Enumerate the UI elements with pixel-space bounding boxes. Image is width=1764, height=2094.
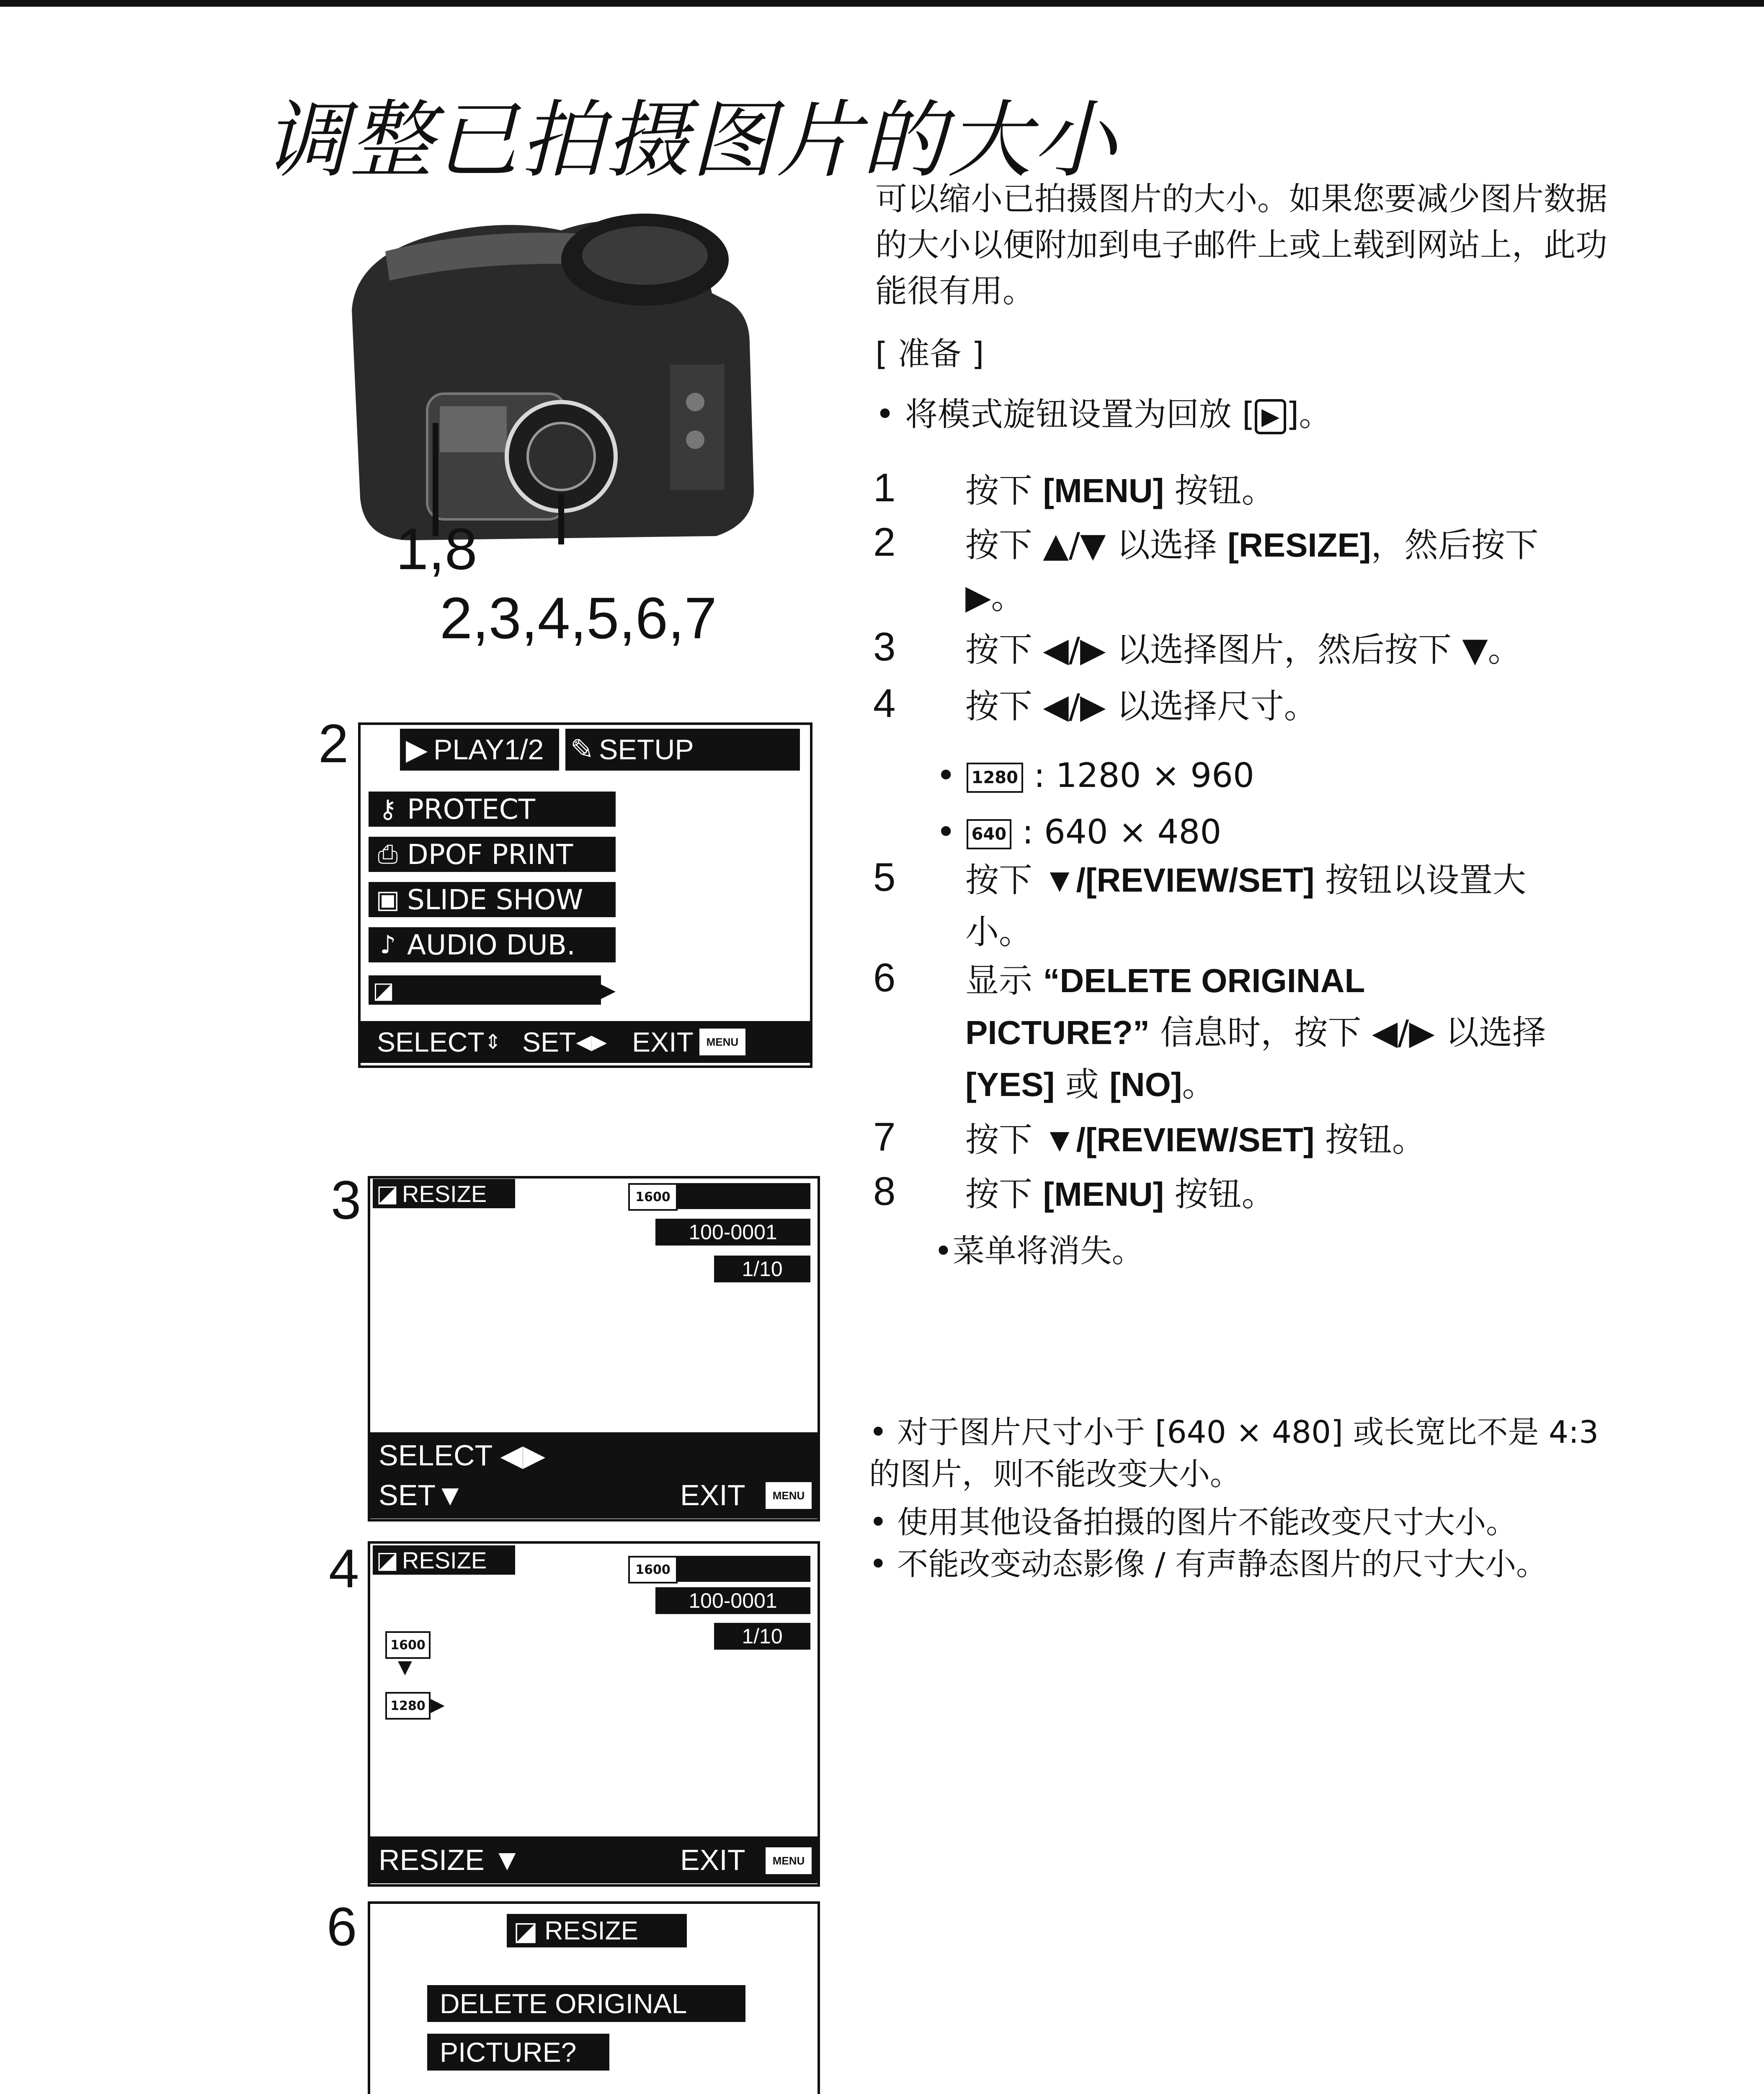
footer-select: SELECT — [377, 1026, 485, 1057]
note-3 — [869, 1543, 1547, 1585]
size-badge: 640 — [967, 819, 1012, 849]
bullet: • — [875, 396, 895, 433]
step-key: [YES] — [965, 1066, 1055, 1103]
key-icon: ⚷ — [379, 794, 397, 824]
resize-icon: ◪ — [376, 1180, 399, 1207]
image-counter: 1/10 — [714, 1623, 810, 1650]
menu-disappear-text: 菜单将消失。 — [952, 1232, 1144, 1269]
step-5-number: 5 — [873, 855, 896, 900]
delete-original-line: DELETE ORIGINAL — [427, 1985, 745, 2022]
menu-item-label: PROTECT — [407, 793, 536, 825]
note-1-text: 对于图片尺寸小于 [640 × 480] 或长宽比不是 4:3 的图片，则不能改变大小。 — [869, 1414, 1599, 1492]
screen4-footer — [370, 1836, 818, 1883]
step-key: [MENU] — [1043, 472, 1164, 509]
step-1-text — [965, 465, 1275, 517]
footer-exit: EXIT — [680, 1479, 745, 1511]
step-4-number: 4 — [873, 681, 896, 726]
leftright-icon: ◀▶ — [576, 1031, 607, 1053]
menu-item-label: SLIDE SHOW — [407, 883, 583, 916]
size-option-1280: 1280 — [385, 1692, 431, 1720]
bullet: • — [936, 812, 956, 851]
page-title: 调整已拍摄图片的大小 — [264, 92, 1119, 189]
step-6-text — [965, 955, 1546, 1111]
note-2 — [869, 1501, 1517, 1543]
bullet: • — [869, 1504, 897, 1540]
bullet: • — [936, 756, 956, 795]
step-key: [RESIZE] — [1228, 526, 1371, 564]
step-text-part: 小。 — [965, 913, 1032, 952]
step-8-text — [965, 1168, 1275, 1220]
screen6-title-label: RESIZE — [544, 1916, 638, 1945]
tab-setup — [565, 729, 800, 771]
step-text-part: ▶。 — [965, 578, 1025, 616]
tab-play — [400, 729, 559, 771]
resize-icon: ◪ — [373, 977, 395, 1003]
bullet: • — [934, 1232, 953, 1269]
wrench-icon: ✎ — [570, 733, 594, 766]
menu-chip: MENU — [764, 1480, 813, 1511]
screen3-number: 3 — [331, 1169, 361, 1230]
footer-set: SET▼ — [379, 1479, 465, 1511]
size-chip: 1600 — [628, 1183, 678, 1211]
step-text-part: 或 — [1055, 1065, 1110, 1104]
arrow-right-icon: ▶ — [431, 1694, 445, 1715]
step-7-text — [965, 1114, 1426, 1166]
step-key: ▼/[REVIEW/SET] — [1043, 861, 1315, 899]
screen4-title — [373, 1545, 515, 1575]
screen3-footer — [370, 1432, 818, 1519]
step-text-part: 显示 — [965, 961, 1043, 1000]
file-number: 100-0001 — [655, 1219, 810, 1246]
size-value: : 640 × 480 — [1022, 812, 1222, 851]
quality-bar — [676, 1183, 810, 1209]
camera-label-1-8: 1,8 — [396, 516, 477, 582]
step-key: [MENU] — [1043, 1176, 1164, 1213]
footer-exit: EXIT — [680, 1844, 745, 1876]
arrow-right-icon: ▶ — [601, 979, 616, 1001]
menu-item-audio-dub — [369, 927, 616, 962]
bullet: • — [869, 1546, 897, 1582]
step-text-part: 按钮。 — [1164, 1175, 1275, 1214]
step-text-part: 按下 — [965, 471, 1043, 510]
step-3-text: 按下 ◀/▶ 以选择图片，然后按下 ▼。 — [965, 630, 1522, 669]
step-key: ▼/[REVIEW/SET] — [1043, 1121, 1315, 1158]
step-6-number: 6 — [873, 955, 896, 1000]
step-text-part: 按下 ▲/▼ 以选择 — [965, 526, 1228, 565]
note-2-text: 使用其他设备拍摄的图片不能改变尺寸大小。 — [897, 1504, 1517, 1540]
menu-disappear-note — [934, 1225, 1144, 1277]
step-3-number: 3 — [873, 624, 896, 669]
print-icon: ⎙ — [378, 840, 398, 869]
playback-icon: ▶ — [1255, 399, 1286, 434]
size-option-row-1 — [936, 750, 1254, 802]
step-text-part: 按下 — [965, 861, 1043, 900]
step-text-part: 按钮。 — [1164, 471, 1275, 510]
step-8-number: 8 — [873, 1169, 896, 1214]
step-1-number: 1 — [873, 465, 896, 510]
step-7-number: 7 — [873, 1114, 896, 1159]
step-4-text: 按下 ◀/▶ 以选择尺寸。 — [965, 687, 1318, 726]
size-value: : 1280 × 960 — [1034, 756, 1254, 795]
resize-bar — [369, 975, 601, 1005]
step-5-text — [965, 854, 1526, 958]
menu-chip: MENU — [764, 1846, 813, 1876]
footer-select: SELECT ◀▶ — [379, 1439, 546, 1472]
camera-label-2-7: 2,3,4,5,6,7 — [440, 585, 717, 651]
prep-item-text: 将模式旋钮设置为回放 [ — [905, 396, 1255, 433]
menu-item-label: DPOF PRINT — [407, 838, 573, 871]
intro-paragraph: 可以缩小已拍摄图片的大小。如果您要减少图片数据的大小以便附加到电子邮件上或上载到网站上，此功能很有用。 — [875, 180, 1607, 309]
prep-item — [875, 392, 1332, 438]
menu-item-protect — [369, 792, 616, 827]
screen2-number: 2 — [318, 713, 349, 774]
microphone-icon: ♪ — [379, 930, 396, 959]
screen6-title — [507, 1914, 687, 1947]
footer-resize: RESIZE ▼ — [379, 1844, 522, 1876]
note-1 — [869, 1411, 1631, 1495]
resize-icon: ◪ — [376, 1547, 399, 1573]
screen3-title — [373, 1179, 515, 1208]
step-text-part: 按钮。 — [1314, 1120, 1426, 1159]
note-3-text: 不能改变动态影像 / 有声静态图片的尺寸大小。 — [897, 1546, 1547, 1582]
menu-chip: MENU — [698, 1027, 747, 1057]
step-2-text — [965, 519, 1539, 623]
quality-bar — [676, 1556, 810, 1582]
step-key: “DELETE ORIGINAL — [1043, 962, 1365, 999]
menu-item-label: AUDIO DUB. — [407, 928, 576, 961]
menu-item-slideshow — [369, 882, 616, 917]
screen3-title-label: RESIZE — [402, 1180, 487, 1207]
step-text-part: 。 — [1182, 1065, 1216, 1104]
bullet: • — [869, 1414, 897, 1450]
updown-icon: ⇕ — [484, 1031, 501, 1053]
menu-item-dpof — [369, 837, 616, 872]
footer-set: SET — [522, 1026, 576, 1057]
step-key: PICTURE?” — [965, 1014, 1150, 1051]
tab-play-label: PLAY1/2 — [433, 734, 544, 766]
picture-question-line: PICTURE? — [427, 2034, 609, 2071]
tab-setup-label: SETUP — [599, 734, 694, 766]
size-chip: 1600 — [628, 1556, 678, 1583]
screen4-number: 4 — [329, 1538, 359, 1599]
resize-icon: ◪ — [513, 1916, 538, 1946]
slides-icon: ▣ — [376, 885, 400, 914]
screen2-footer — [360, 1021, 810, 1063]
step-2-number: 2 — [873, 520, 896, 565]
step-text-part: 按下 — [965, 1175, 1043, 1214]
step-text-part: 按下 — [965, 1120, 1043, 1159]
screen4-title-label: RESIZE — [402, 1547, 487, 1573]
top-rule — [0, 0, 1764, 7]
play-icon: ▶ — [405, 733, 428, 766]
footer-exit: EXIT — [632, 1026, 694, 1057]
prep-label: [ 准备 ] — [875, 335, 984, 372]
size-badge: 1280 — [967, 763, 1023, 793]
arrow-down-icon: ▼ — [398, 1656, 412, 1678]
step-key: [NO] — [1109, 1066, 1182, 1103]
menu-item-resize — [369, 972, 616, 1008]
size-option-row-2 — [936, 806, 1221, 858]
prep-item-end: ]。 — [1286, 396, 1332, 433]
screen6-number: 6 — [327, 1896, 357, 1957]
size-option-1600: 1600 — [385, 1631, 431, 1659]
step-text-part: ，然后按下 — [1371, 526, 1539, 565]
step-text-part: 按钮以设置大 — [1314, 861, 1526, 900]
image-counter: 1/10 — [714, 1256, 810, 1282]
step-text-part: 信息时，按下 ◀/▶ 以选择 — [1150, 1013, 1546, 1052]
file-number: 100-0001 — [655, 1587, 810, 1614]
